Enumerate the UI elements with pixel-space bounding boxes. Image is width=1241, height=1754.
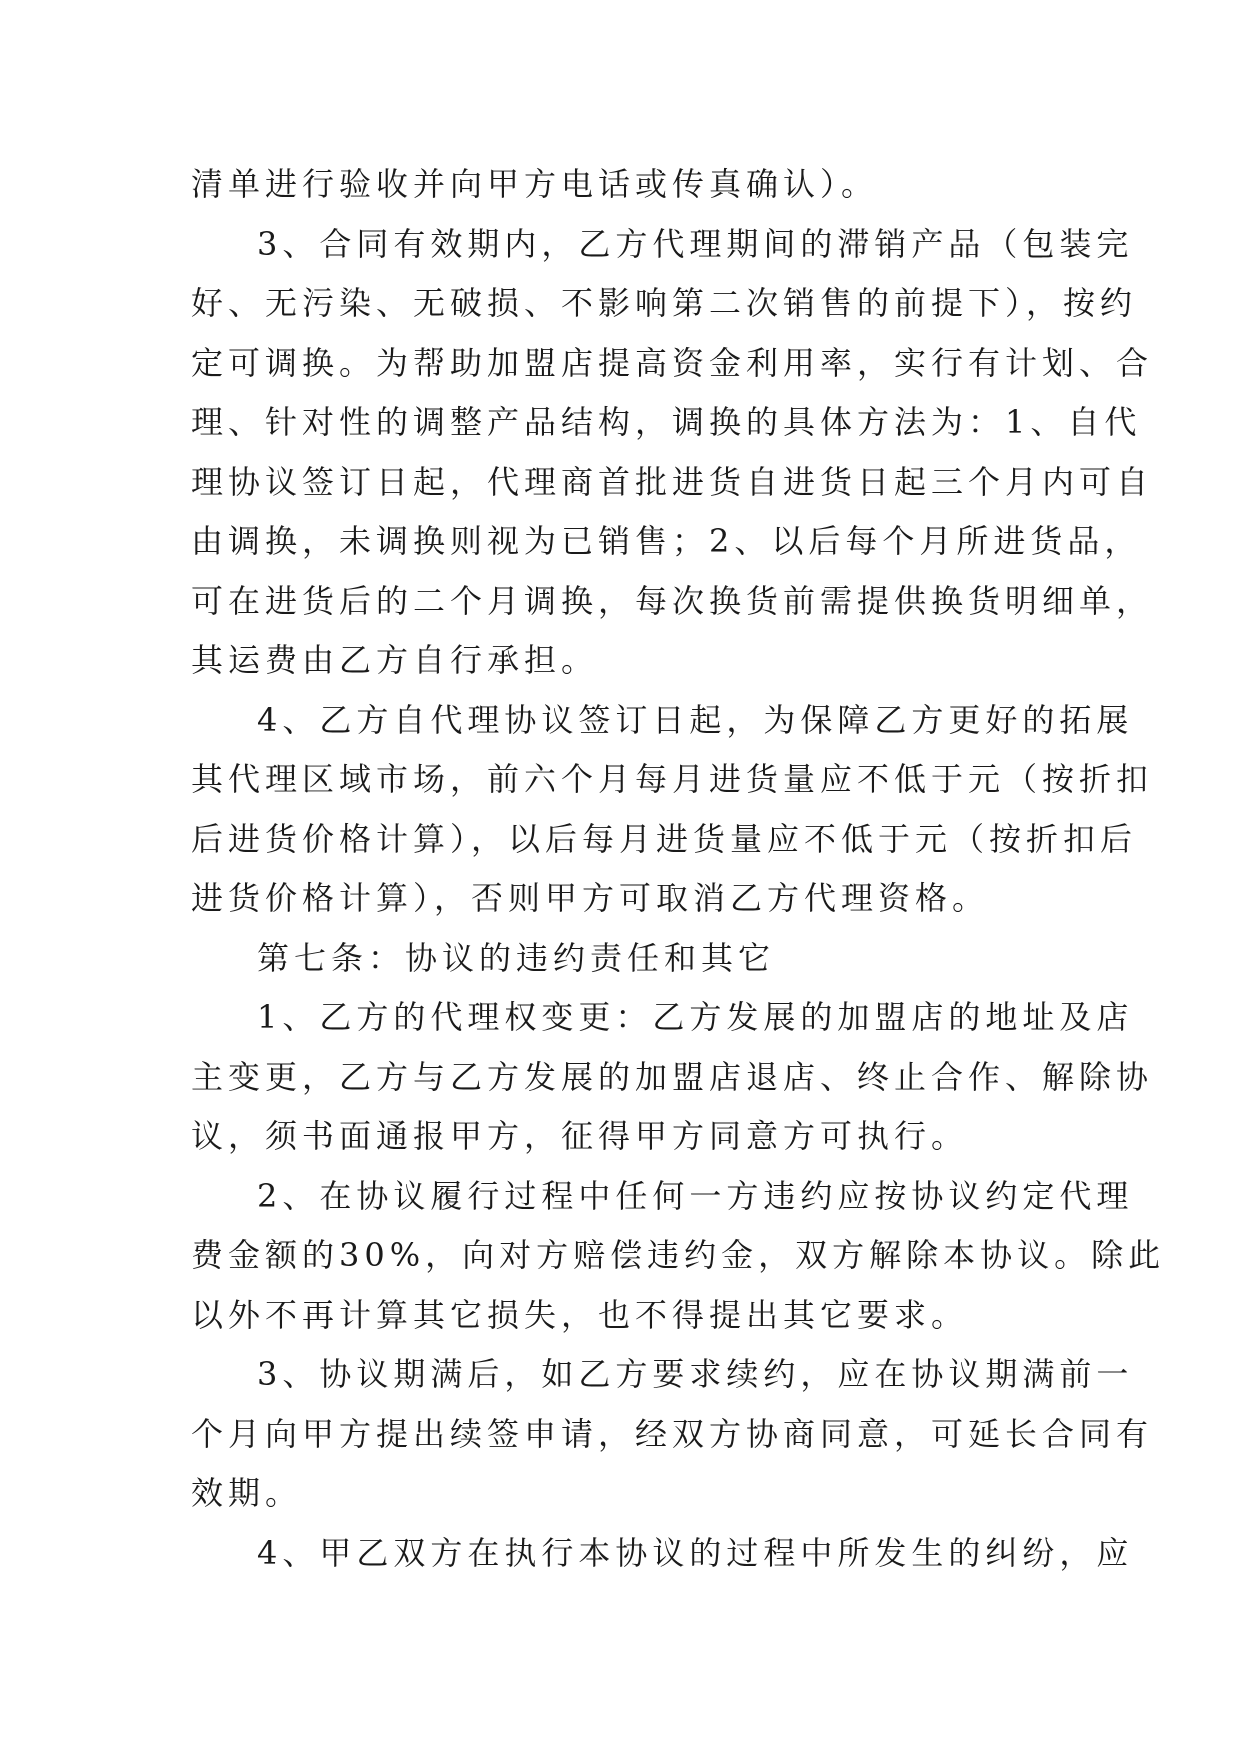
text-line: 主变更，乙方与乙方发展的加盟店退店、终止合作、解除协 bbox=[191, 1057, 1154, 1096]
text-line: 效期。 bbox=[191, 1474, 303, 1512]
text-line: 后进货价格计算），以后每月进货量应不低于元（按折扣后 bbox=[191, 819, 1138, 858]
text-line: 4、甲乙双方在执行本协议的过程中所发生的纠纷，应 bbox=[257, 1533, 1134, 1572]
text-line: 其运费由乙方自行承担。 bbox=[191, 641, 599, 679]
text-line: 3、合同有效期内，乙方代理期间的滞销产品（包装完 bbox=[257, 224, 1134, 263]
text-line: 由调换，未调换则视为已销售；2、以后每个月所进货品， bbox=[191, 522, 1142, 560]
section-heading: 第七条：协议的违约责任和其它 bbox=[257, 938, 776, 977]
text-line: 2、在协议履行过程中任何一方违约应按协议约定代理 bbox=[257, 1176, 1134, 1215]
text-line: 议，须书面通报甲方，征得甲方同意方可执行。 bbox=[191, 1117, 969, 1155]
text-line: 以外不再计算其它损失，也不得提出其它要求。 bbox=[191, 1295, 969, 1334]
text-line: 其代理区域市场，前六个月每月进货量应不低于元（按折扣 bbox=[191, 760, 1154, 798]
text-line: 3、协议期满后，如乙方要求续约，应在协议期满前一 bbox=[257, 1355, 1134, 1393]
text-line: 4、乙方自代理协议签订日起，为保障乙方更好的拓展 bbox=[257, 700, 1134, 739]
text-line: 费金额的30%，向对方赔偿违约金，双方解除本协议。除此 bbox=[191, 1236, 1166, 1274]
text-line: 理、针对性的调整产品结构，调换的具体方法为：1、自代 bbox=[191, 403, 1142, 441]
text-line: 1、乙方的代理权变更：乙方发展的加盟店的地址及店 bbox=[257, 998, 1134, 1036]
text-line: 定可调换。为帮助加盟店提高资金利用率，实行有计划、合 bbox=[191, 343, 1154, 382]
text-line: 可在进货后的二个月调换，每次换货前需提供换货明细单， bbox=[191, 581, 1154, 620]
text-line: 好、无污染、无破损、不影响第二次销售的前提下），按约 bbox=[191, 284, 1138, 322]
contract-text bbox=[191, 155, 1166, 1583]
text-line: 个月向甲方提出续签申请，经双方协商同意，可延长合同有 bbox=[191, 1414, 1154, 1453]
text-line: 理协议签订日起，代理商首批进货自进货日起三个月内可自 bbox=[191, 462, 1154, 501]
text-line: 进货价格计算），否则甲方可取消乙方代理资格。 bbox=[191, 879, 990, 917]
text-line: 清单进行验收并向甲方电话或传真确认）。 bbox=[191, 165, 879, 203]
